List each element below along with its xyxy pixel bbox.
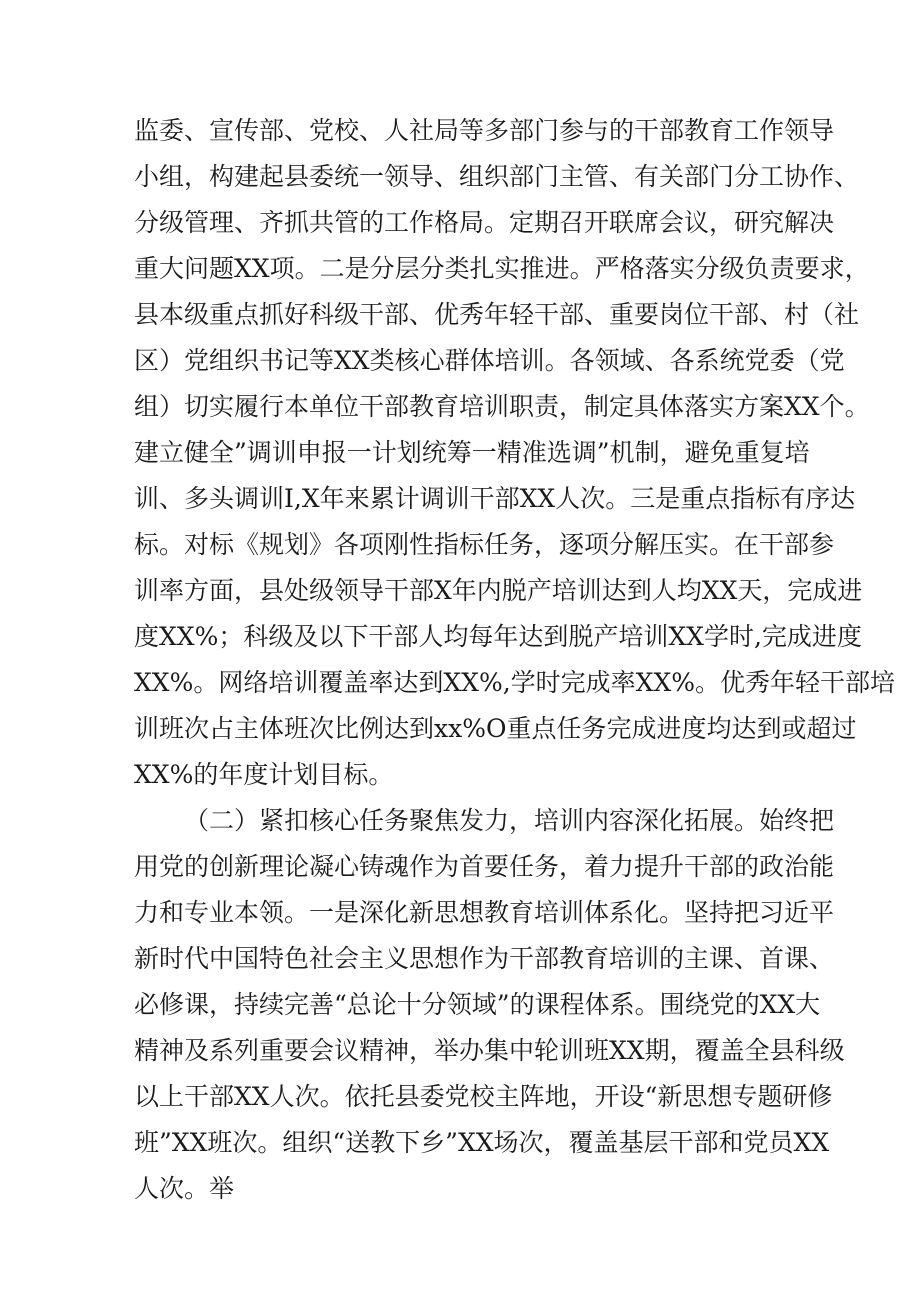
- body-text: [134, 108, 896, 1212]
- text-line: 重大问题XX项。二是分层分类扎实推进。严格落实分级负责要求，: [134, 254, 870, 283]
- text-line: 分级管理、齐抓共管的工作格局。定期召开联席会议，研究解决: [134, 208, 835, 237]
- text-line: 以上干部XX人次。依托县委党校主阵地，开设“新思想专题研修: [134, 1082, 833, 1111]
- text-line: 县本级重点抓好科级干部、优秀年轻干部、重要岗位干部、村（社: [134, 300, 860, 329]
- text-line: 力和专业本领。一是深化新思想教育培训体系化。坚持把习近平: [134, 898, 835, 927]
- text-line: 建立健全”调训申报一计划统筹一精准选调”机制，避免重复培: [134, 438, 810, 467]
- text-line: XX%的年度计划目标。: [134, 760, 394, 789]
- text-line: 监委、宣传部、党校、人社局等多部门参与的干部教育工作领导: [134, 116, 835, 145]
- section-heading-line: （二）紧扣核心任务聚焦发力，培训内容深化拓展。始终把: [184, 806, 835, 835]
- text-line: 训班次占主体班次比例达到xx%O重点任务完成进度均达到或超过: [134, 714, 857, 743]
- text-line: 班”XX班次。组织“送教下乡”XX场次，覆盖基层干部和党员XX: [134, 1128, 830, 1157]
- text-line: XX%。网络培训覆盖率达到XX%,学时完成率XX%。优秀年轻干部培: [134, 668, 896, 697]
- text-line: 度XX%；科级及以下干部人均每年达到脱产培训XX学时,完成进度: [134, 622, 862, 651]
- text-line: 必修课，持续完善“总论十分领域”的课程体系。围绕党的XX大: [134, 990, 821, 1019]
- text-line: 精神及系列重要会议精神，举办集中轮训班XX期，覆盖全县科级: [134, 1036, 845, 1065]
- text-line: 训率方面，县处级领导干部X年内脱产培训达到人均XX天，完成进: [134, 576, 863, 605]
- text-line: 用党的创新理论凝心铸魂作为首要任务，着力提升干部的政治能: [134, 852, 835, 881]
- text-line: 新时代中国特色社会主义思想作为干部教育培训的主课、首课、: [134, 944, 835, 973]
- text-line: 区）党组织书记等XX类核心群体培训。各领域、各系统党委（党: [134, 346, 845, 375]
- text-line: 小组，构建起县委统一领导、组织部门主管、有关部门分工协作、: [134, 162, 860, 191]
- text-line: 组）切实履行本单位干部教育培训职责，制定具体落实方案XX个。: [134, 392, 870, 421]
- text-line: 训、多头调训I,X年来累计调训干部XX人次。三是重点指标有序达: [134, 484, 856, 513]
- text-line: 人次。举: [134, 1174, 235, 1203]
- text-line: 标。对标《规划》各项刚性指标任务，逐项分解压实。在干部参: [134, 530, 835, 559]
